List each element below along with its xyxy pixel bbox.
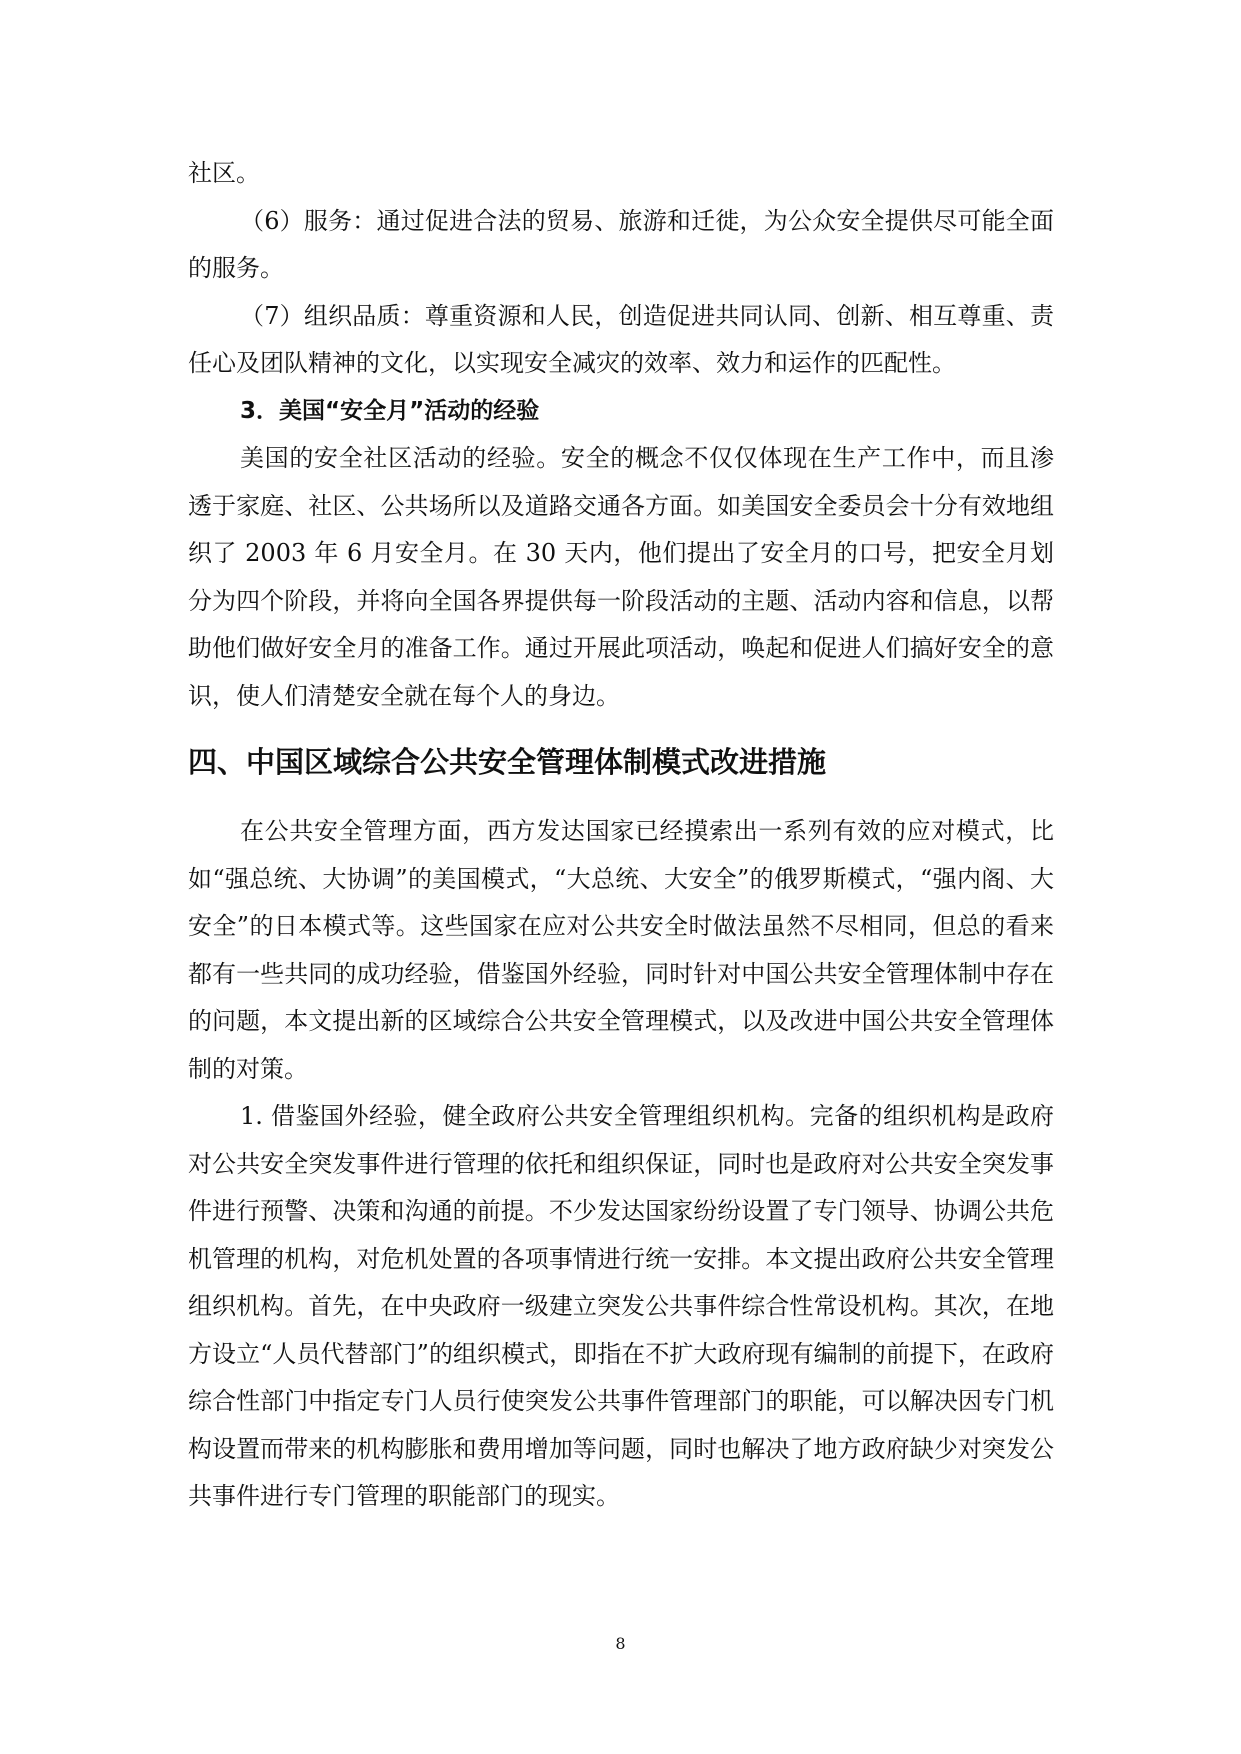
paragraph-intro: 在公共安全管理方面，西方发达国家已经摸索出一系列有效的应对模式，比如“强总统、大协调”的美国模式，“大总统、大安全”的俄罗斯模式，“强内阁、大安全”的日本模式等。这些国家在应对公共安全时做法虽然不尽相同，但总的看来都有一些共同的成功经验，借鉴国外经验，同时针对中国公共安全管理体制中存在的问题，本文提出新的区域综合公共安全管理模式，以及改进中国公共安全管理体制的对策。 [188,817,1054,1083]
paragraph-continuation: 社区。 [188,159,260,187]
document-page [188,150,1054,1521]
paragraph-measure-1: 1. 借鉴国外经验，健全政府公共安全管理组织机构。完备的组织机构是政府对公共安全突发事件进行管理的依托和组织保证，同时也是政府对公共安全突发事件进行预警、决策和沟通的前提。不少发达国家纷纷设置了专门领导、协调公共危机管理的机构，对危机处置的各项事情进行统一安排。本文提出政府公共安全管理组织机构。首先，在中央政府一级建立突发公共事件综合性常设机构。其次，在地方设立“人员代替部门”的组织模式，即指在不扩大政府现有编制的前提下，在政府综合性部门中指定专门人员行使突发公共事件管理部门的职能，可以解决因专门机构设置而带来的机构膨胀和费用增加等问题，同时也解决了地方政府缺少对突发公共事件进行专门管理的职能部门的现实。 [188,1102,1054,1510]
paragraph-item-6: （6）服务：通过促进合法的贸易、旅游和迁徙，为公众安全提供尽可能全面的服务。 [188,206,1054,282]
paragraph-item-7: （7）组织品质：尊重资源和人民，创造促进共同认同、创新、相互尊重、责任心及团队精神的文化，以实现安全减灾的效率、效力和运作的匹配性。 [188,301,1054,377]
section-title: 四、中国区域综合公共安全管理体制模式改进措施 [188,745,827,779]
subheading-safety-month: 3．美国“安全月”活动的经验 [240,397,540,424]
paragraph-safety-month: 美国的安全社区活动的经验。安全的概念不仅仅体现在生产工作中，而且渗透于家庭、社区、公共场所以及道路交通各方面。如美国安全委员会十分有效地组织了 2003 年 6 月安全月。在 30 天内，他们提出了安全月的口号，把安全月划分为四个阶段，并将向全国各界提供每一阶段活动的主题、活动内容和信息，以帮助他们做好安全月的准备工作。通过开展此项活动，唤起和促进人们搞好安全的意识，使人们清楚安全就在每个人的身边。 [188,444,1054,710]
page-number: 8 [615,1634,626,1653]
